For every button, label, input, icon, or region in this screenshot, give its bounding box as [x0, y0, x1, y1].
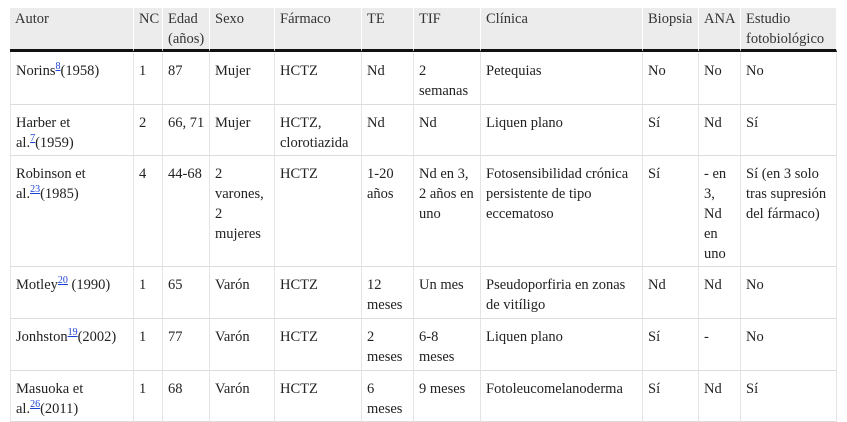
cell-sexo: Varón	[210, 371, 275, 422]
cell-biopsia: Nd	[643, 267, 699, 319]
cell-nc: 1	[134, 319, 163, 371]
cell-tif: Un mes	[414, 267, 481, 319]
header-autor: Autor	[10, 8, 134, 52]
cell-te: 1-20 años	[362, 156, 414, 267]
cell-ana: No	[699, 52, 741, 105]
cell-clinica: Liquen plano	[481, 105, 643, 156]
cell-te: 2 meses	[362, 319, 414, 371]
table-row	[10, 52, 837, 105]
cell-sexo: 2 varones, 2 mujeres	[210, 156, 275, 267]
cell-te: 6 meses	[362, 371, 414, 422]
cell-nc: 1	[134, 371, 163, 422]
cell-nc: 1	[134, 267, 163, 319]
cell-te: 12 meses	[362, 267, 414, 319]
cell-ana: Nd	[699, 105, 741, 156]
cell-farmaco: HCTZ	[275, 156, 362, 267]
header-edad: Edad (años)	[163, 8, 210, 52]
cell-tif: Nd en 3, 2 años en uno	[414, 156, 481, 267]
cell-nc: 2	[134, 105, 163, 156]
cell-estudio: No	[741, 267, 837, 319]
table-row	[10, 371, 837, 422]
cell-te: Nd	[362, 52, 414, 105]
cell-nc: 4	[134, 156, 163, 267]
cell-estudio: Sí	[741, 371, 837, 422]
cell-biopsia: Sí	[643, 371, 699, 422]
cell-autor: Robinson et al.$^{23}$(1985)	[10, 156, 134, 267]
reference-link[interactable]: 26	[30, 399, 41, 411]
cell-biopsia: Sí	[643, 319, 699, 371]
cell-edad: 77	[163, 319, 210, 371]
cell-clinica: Petequias	[481, 52, 643, 105]
table-row	[10, 319, 837, 371]
cell-biopsia: Sí	[643, 105, 699, 156]
cell-tif: Nd	[414, 105, 481, 156]
header-sexo: Sexo	[210, 8, 275, 52]
cell-ana: Nd	[699, 371, 741, 422]
header-tif: TIF	[414, 8, 481, 52]
cell-edad: 65	[163, 267, 210, 319]
cell-tif: 2 semanas	[414, 52, 481, 105]
table-row	[10, 156, 837, 267]
cell-farmaco: HCTZ	[275, 371, 362, 422]
cell-nc: 1	[134, 52, 163, 105]
cell-clinica: Fotoleucomelanoderma	[481, 371, 643, 422]
cell-clinica: Fotosensibilidad crónica persistente de tipo eccematoso	[481, 156, 643, 267]
reference-link[interactable]: 20	[57, 275, 68, 287]
cell-autor: Motley$^{20}$ (1990)	[10, 267, 134, 319]
cell-autor: Norins$^8$(1958)	[10, 52, 134, 105]
cell-estudio: No	[741, 52, 837, 105]
cell-clinica: Liquen plano	[481, 319, 643, 371]
cell-sexo: Varón	[210, 319, 275, 371]
cell-edad: 44-68	[163, 156, 210, 267]
cell-tif: 6-8 meses	[414, 319, 481, 371]
header-row	[10, 8, 837, 52]
header-nc: NC	[134, 8, 163, 52]
cell-autor: Jonhston$^{19}$(2002)	[10, 319, 134, 371]
reference-link[interactable]: 23	[30, 184, 41, 196]
reference-link[interactable]: 19	[67, 327, 78, 339]
cell-farmaco: HCTZ, clorotiazida	[275, 105, 362, 156]
cell-te: Nd	[362, 105, 414, 156]
cell-clinica: Pseudoporfiria en zonas de vitíligo	[481, 267, 643, 319]
cell-tif: 9 meses	[414, 371, 481, 422]
cell-ana: Nd	[699, 267, 741, 319]
reference-link[interactable]: 7	[30, 133, 36, 145]
cell-biopsia: Sí	[643, 156, 699, 267]
cell-edad: 87	[163, 52, 210, 105]
cell-ana: - en 3, Nd en uno	[699, 156, 741, 267]
cell-sexo: Mujer	[210, 105, 275, 156]
cell-estudio: Sí (en 3 solo tras supresión del fármaco)	[741, 156, 837, 267]
cell-sexo: Mujer	[210, 52, 275, 105]
reference-link[interactable]: 8	[55, 61, 61, 73]
header-farmaco: Fármaco	[275, 8, 362, 52]
case-table	[10, 8, 837, 422]
cell-farmaco: HCTZ	[275, 319, 362, 371]
cell-biopsia: No	[643, 52, 699, 105]
header-ana: ANA	[699, 8, 741, 52]
cell-autor: Masuoka et al.$^{26}$(2011)	[10, 371, 134, 422]
cell-ana: -	[699, 319, 741, 371]
table-row	[10, 267, 837, 319]
header-clinica: Clínica	[481, 8, 643, 52]
cell-estudio: Sí	[741, 105, 837, 156]
cell-estudio: No	[741, 319, 837, 371]
cell-edad: 66, 71	[163, 105, 210, 156]
cell-farmaco: HCTZ	[275, 52, 362, 105]
cell-sexo: Varón	[210, 267, 275, 319]
cell-farmaco: HCTZ	[275, 267, 362, 319]
table-row	[10, 105, 837, 156]
header-biopsia: Biopsia	[643, 8, 699, 52]
header-te: TE	[362, 8, 414, 52]
cell-edad: 68	[163, 371, 210, 422]
cell-autor: Harber et al.$^7$(1959)	[10, 105, 134, 156]
header-estudio: Estudio fotobiológico	[741, 8, 837, 52]
